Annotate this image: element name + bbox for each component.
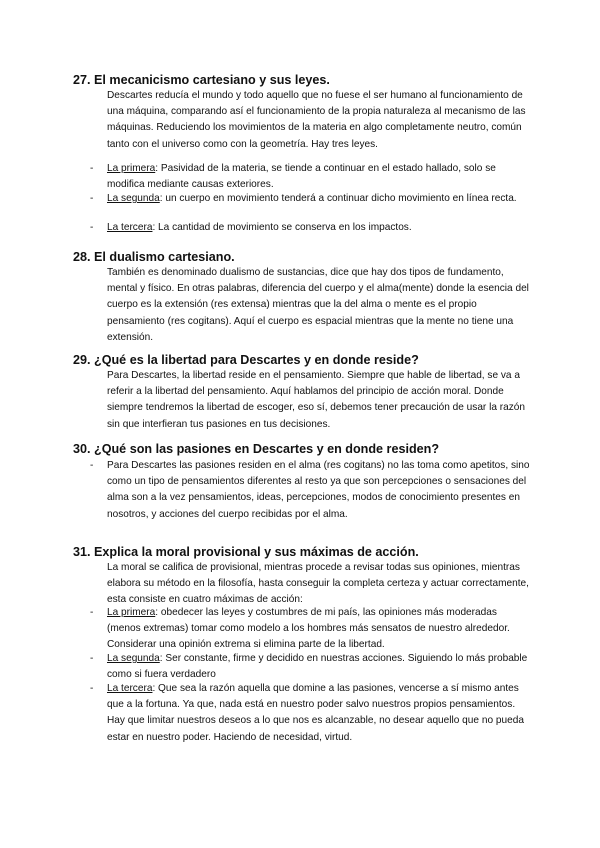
section-heading: 28. El dualismo cartesiano. xyxy=(73,250,235,264)
item-text: : Que sea la razón aquella que domine a las pasiones, vencerse a sí mismo antes que a la fortuna. Ya que, nada está en nuestro poder salvo nuestros propios pensamientos. Hay que limitar nuestros deseos a lo que nos es alcanzable, no desear aquello que no pueda estar en nuestro poder. Haciendo de necesidad, virtud. xyxy=(107,683,524,743)
bullet-dash: - xyxy=(90,460,94,471)
item-text: : Ser constante, firme y decidido en nuestras acciones. Siguiendo lo más probable como si fuera verdadero xyxy=(107,653,528,681)
item-text: : un cuerpo en movimiento tenderá a continuar dicho movimiento en línea recta. xyxy=(159,193,517,204)
bullet-dash: - xyxy=(90,683,94,694)
bullet-dash: - xyxy=(90,222,94,233)
bullet-dash: - xyxy=(90,163,94,174)
section-heading: 29. ¿Qué es la libertad para Descartes y en donde reside? xyxy=(73,353,419,367)
list-item xyxy=(90,220,533,236)
list-item xyxy=(90,458,533,523)
list-item xyxy=(90,651,533,683)
item-label: La segunda xyxy=(107,193,160,204)
item-text: Para Descartes las pasiones residen en el alma (res cogitans) no las toma como apetitos, sino como un tipo de pensamientos diferentes al resto ya que son percepciones o sensaciones del alma son a la vez pensamientos, ideas, percepciones, modos de conocimiento presentes en nosotros, y acciones del cuerpo recibidas por el alma. xyxy=(107,460,530,520)
item-label: La primera xyxy=(107,607,156,618)
section-paragraph: La moral se califica de provisional, mientras procede a revisar todas sus opiniones, mientras elabora su método en la filosofía, hasta conseguir la completa certeza y actuar correctamente, esta consiste en cuatro máximas de acción: xyxy=(107,562,529,606)
item-label: La tercera xyxy=(107,683,153,694)
bullet-dash: - xyxy=(90,653,94,664)
section-paragraph: Para Descartes, la libertad reside en el pensamiento. Siempre que hable de libertad, se va a referir a la libertad del pensamiento. Aquí hablamos del principio de acción moral. Donde siempre tendremos la libertad de escoger, eso sí, debemos tener precaución de usar la razón sin que interfieran tus pasiones en tus decisiones. xyxy=(107,370,526,430)
item-text: : obedecer las leyes y costumbres de mi país, las opiniones más moderadas (menos extremas) tomar como modelo a los hombres más sensatos de nuestro alrededor. Considerar una opinión extrema si elimina parte de la libertad. xyxy=(107,607,510,651)
item-text: : Pasividad de la materia, se tiende a continuar en el estado hallado, solo se modifica mediante causas exteriores. xyxy=(107,163,496,191)
list-item xyxy=(90,605,533,654)
section-heading: 30. ¿Qué son las pasiones en Descartes y en donde residen? xyxy=(73,442,440,456)
section-paragraph: Descartes reducía el mundo y todo aquello que no fuese el ser humano al funcionamiento de una máquina, comparando así el funcionamiento de la propia naturaleza al mecanismo de las máquinas. Reduciendo los movimientos de la materia en algo completamente neutro, común tanto con el universo como con la geometría. Hay tres leyes. xyxy=(107,90,526,150)
section-paragraph: También es denominado dualismo de sustancias, dice que hay dos tipos de fundamento, mental y físico. En otras palabras, diferencia del cuerpo y el alma(mente) donde la esencia del cuerpo es la extensión (res extensa) mientras que la del alma o mente es el propio pensamiento (res cogitans). Aquí el cuerpo es espacial mientras que la mente no tiene una extensión. xyxy=(107,267,529,343)
bullet-dash: - xyxy=(90,607,94,618)
list-item xyxy=(90,681,533,746)
item-text: : La cantidad de movimiento se conserva en los impactos. xyxy=(152,222,412,233)
bullet-dash: - xyxy=(90,193,94,204)
item-label: La segunda xyxy=(107,653,160,664)
section-heading: 31. Explica la moral provisional y sus máximas de acción. xyxy=(73,545,419,559)
section-heading: 27. El mecanicismo cartesiano y sus leyes. xyxy=(73,73,330,87)
item-label: La primera xyxy=(107,163,156,174)
item-label: La tercera xyxy=(107,222,153,233)
list-item xyxy=(90,191,533,207)
list-item xyxy=(90,161,533,193)
